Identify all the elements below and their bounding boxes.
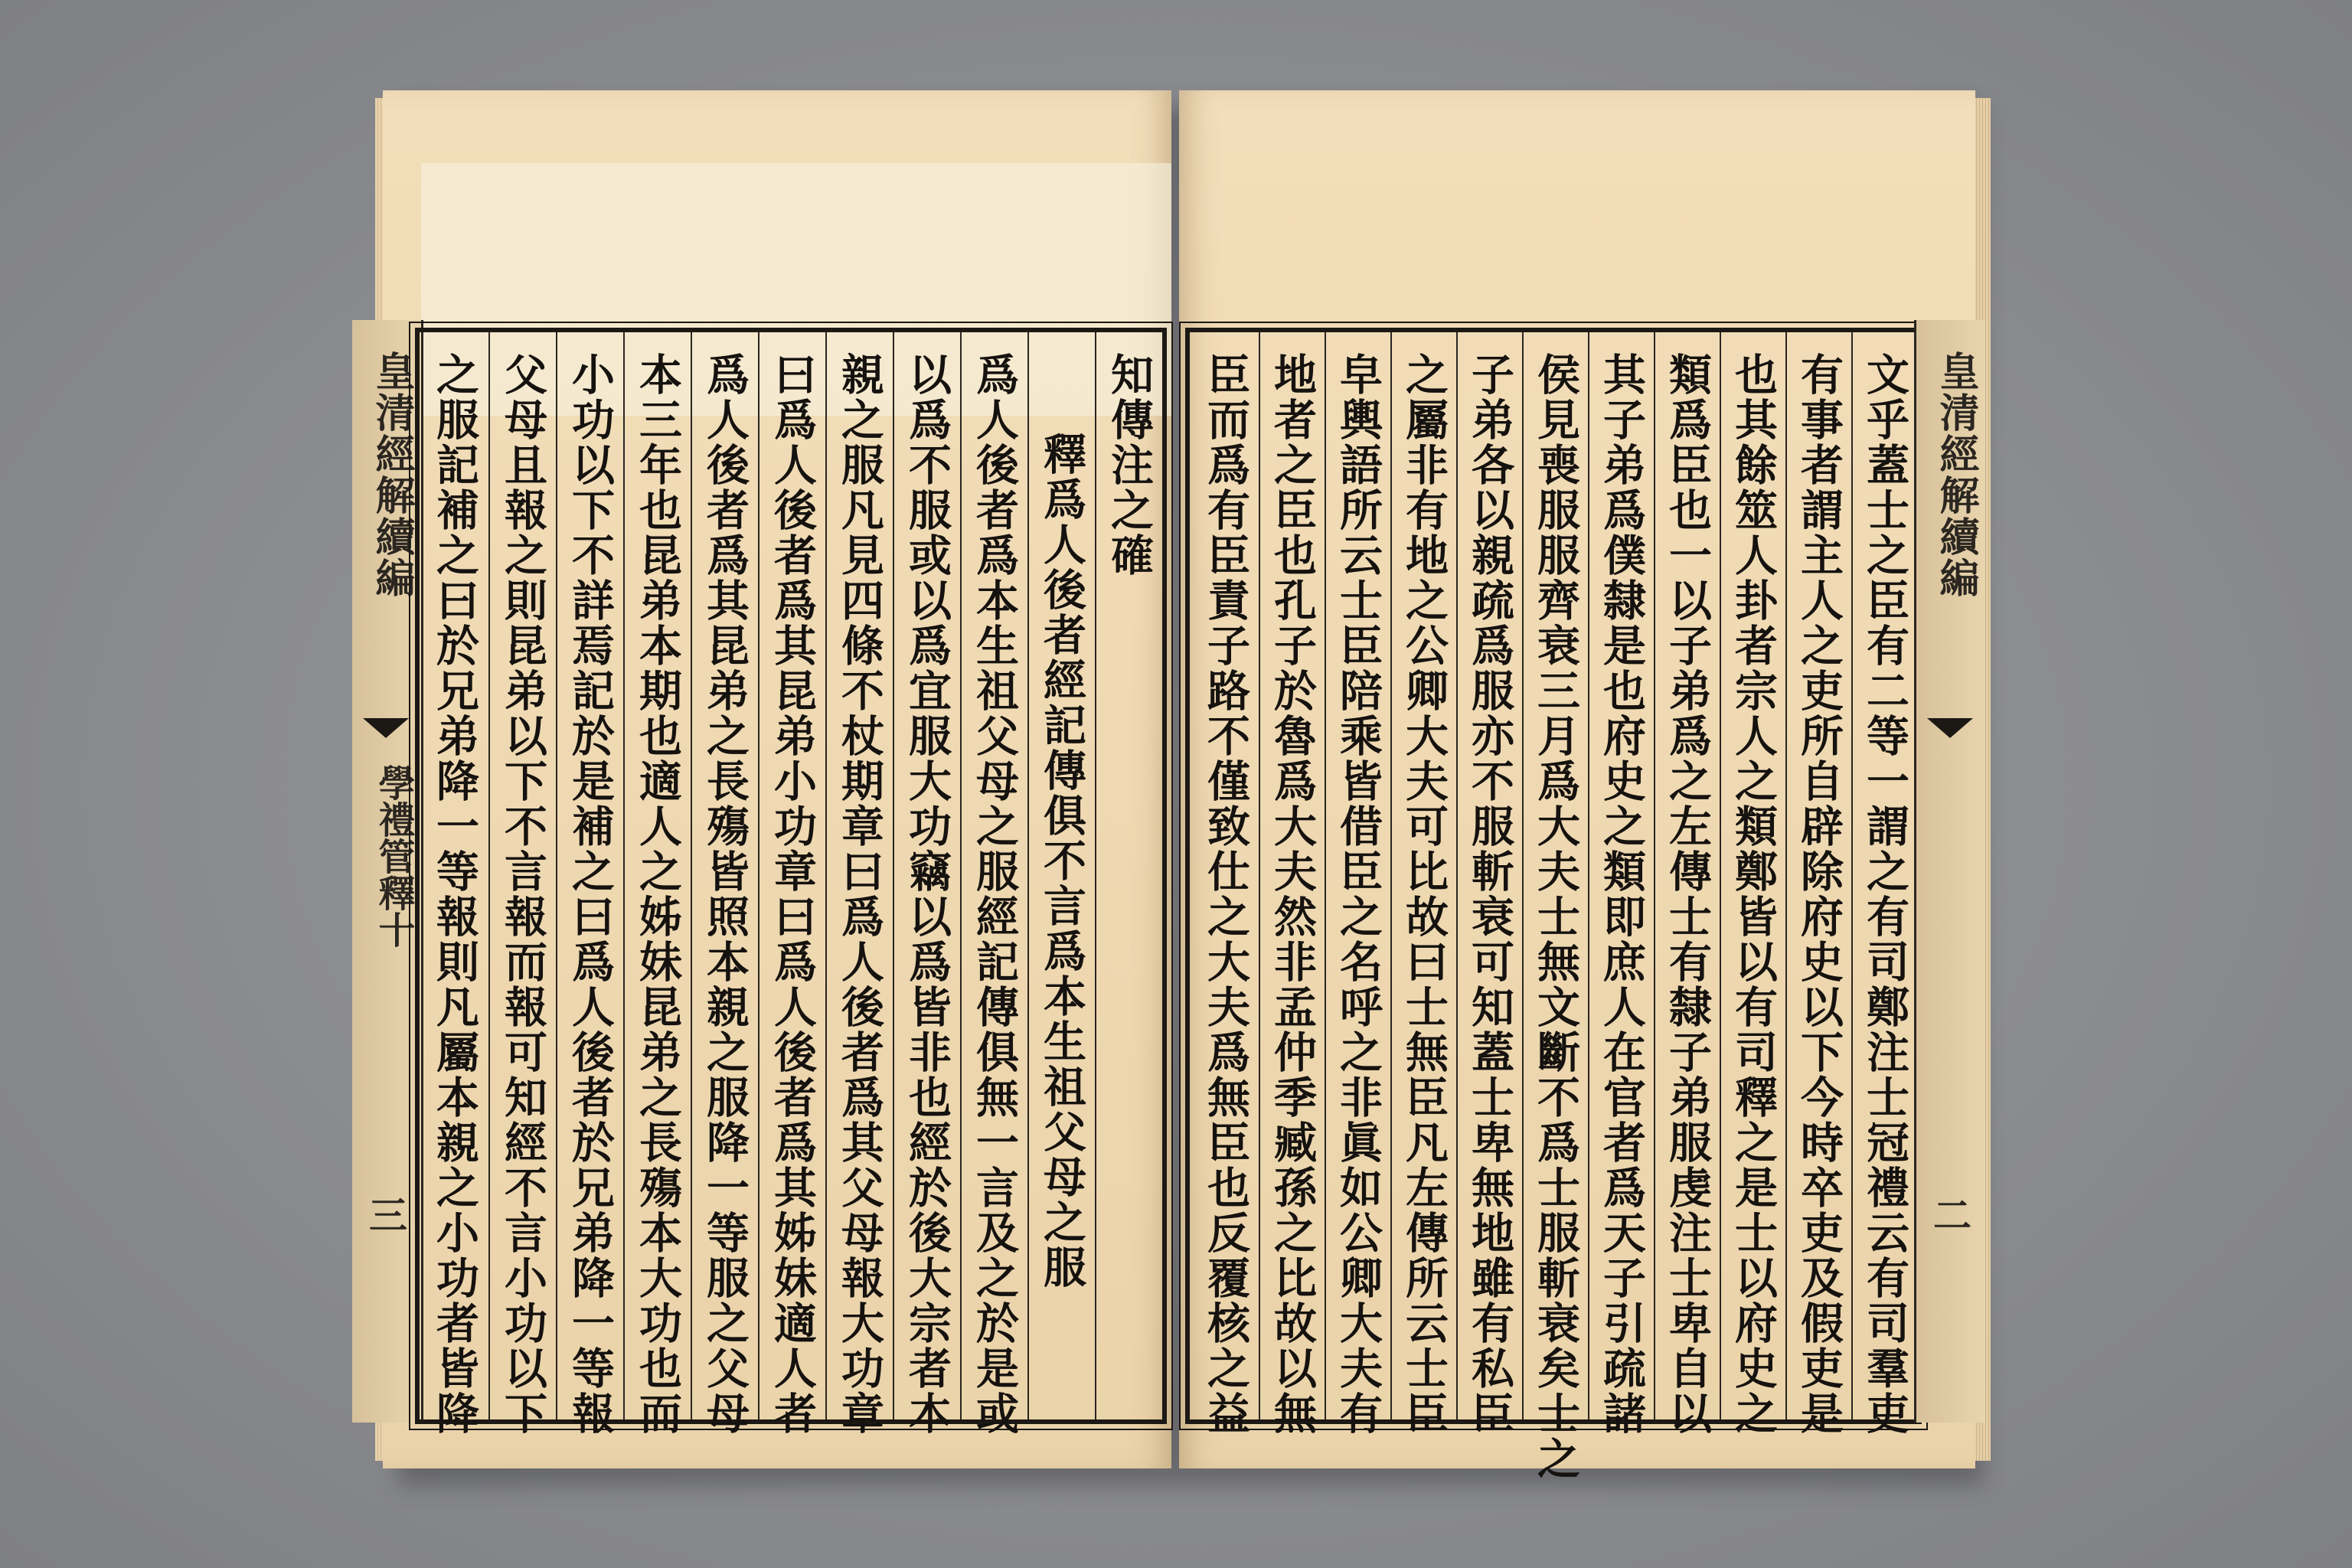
text-frame — [415, 328, 1167, 1436]
column-text: 其子弟爲僕隸是也府史之類即庶人在官者爲天子引疏諸 — [1596, 352, 1647, 1436]
column-text: 親之服凡見四條不杖期章曰爲人後者爲其父母報大功章 — [835, 352, 885, 1436]
column-text: 以爲不服或以爲宜服大功竊以爲皆非也經於後大宗者本 — [902, 352, 952, 1436]
text-column — [1522, 332, 1588, 1481]
text-column — [893, 332, 960, 1436]
column-text: 臣而爲有臣責子路不僅致仕之大夫爲無臣也反覆核之益 — [1200, 352, 1251, 1436]
fish-tail-mark — [1927, 718, 1973, 738]
left-page — [368, 90, 1171, 1468]
column-text: 釋爲人後者經記傳俱不言爲本生祖父母之服 — [1037, 432, 1087, 1290]
text-column — [960, 332, 1027, 1436]
column-text: 類爲臣也一以子弟爲之左傳士有隸子弟服虔注士卑自以 — [1662, 352, 1713, 1436]
chapter-title: 學禮管釋十 — [372, 764, 415, 948]
text-column — [1095, 332, 1162, 1419]
page-number: 二 — [1933, 1193, 1971, 1238]
column-text: 知傳注之確 — [1104, 352, 1155, 578]
text-column — [1193, 332, 1259, 1436]
column-text: 曰爲人後者爲其昆弟小功章曰爲人後者爲其姊妹適人者 — [767, 352, 818, 1436]
column-text: 皁輿語所云士臣陪乘皆借臣之名呼之非眞如公卿大夫有 — [1333, 352, 1383, 1436]
fish-tail-mark — [363, 718, 409, 738]
text-column — [1720, 332, 1785, 1436]
column-text: 父母且報之則昆弟以下不言報而報可知經不言小功以下 — [498, 352, 548, 1436]
text-column — [1259, 332, 1325, 1436]
text-column — [556, 332, 623, 1436]
column-text: 爲人後者爲其昆弟之長殤皆照本親之服降一等服之父母 — [700, 352, 750, 1436]
text-columns — [420, 332, 1162, 1436]
text-column — [1785, 332, 1851, 1436]
column-text: 地者之臣也孔子於魯爲大夫然非孟仲季臧孫之比故以無 — [1267, 352, 1318, 1436]
text-column — [421, 332, 488, 1436]
text-column — [488, 332, 556, 1436]
right-page — [1179, 90, 1979, 1481]
left-page-center-column — [352, 320, 423, 1423]
text-column — [623, 332, 691, 1436]
book-title: 皇清經解續編 — [1932, 351, 1979, 599]
open-book — [368, 90, 1979, 1481]
text-column — [1325, 332, 1390, 1436]
text-column — [691, 332, 758, 1436]
text-column — [1654, 332, 1720, 1436]
right-page-center-column — [1914, 320, 1985, 1423]
column-text: 本三年也昆弟本期也適人之姊妹昆弟之長殤本大功也而 — [632, 352, 683, 1436]
column-text: 有事者謂主人之吏所自辟除府史以下今時卒吏及假吏是 — [1794, 352, 1844, 1436]
column-text: 之屬非有地之公卿大夫可比故曰士無臣凡左傳所云士臣 — [1399, 352, 1449, 1436]
page-number: 三 — [369, 1193, 407, 1238]
text-column — [1390, 332, 1456, 1436]
column-text: 也其餘筮人卦者宗人之類鄭皆以有司釋之是士以府史之 — [1728, 352, 1779, 1436]
column-text: 文乎蓋士之臣有二等一謂之有司鄭注士冠禮云有司羣吏 — [1860, 352, 1910, 1436]
text-column — [1027, 332, 1095, 1419]
column-text: 侯見喪服服齊衰三月爲大夫士無文斷不爲士服斬衰矣士之 — [1530, 352, 1581, 1481]
text-frame — [1185, 328, 1922, 1481]
text-column — [1588, 332, 1654, 1436]
book-title: 皇清經解續編 — [368, 351, 415, 599]
text-column — [1851, 332, 1917, 1436]
text-columns — [1190, 332, 1917, 1481]
text-column — [758, 332, 825, 1436]
text-column — [1456, 332, 1522, 1436]
column-text: 爲人後者爲本生祖父母之服經記傳俱無一言及之於是或 — [969, 352, 1020, 1436]
column-text: 子弟各以親疏爲服亦不服斬衰可知蓋士卑無地雖有私臣 — [1465, 352, 1515, 1436]
column-text: 小功以下不詳焉記於是補之曰爲人後者於兄弟降一等報 — [565, 352, 616, 1436]
text-column — [825, 332, 893, 1436]
column-text: 之服記補之曰於兄弟降一等報則凡屬本親之小功者皆降 — [430, 352, 480, 1436]
